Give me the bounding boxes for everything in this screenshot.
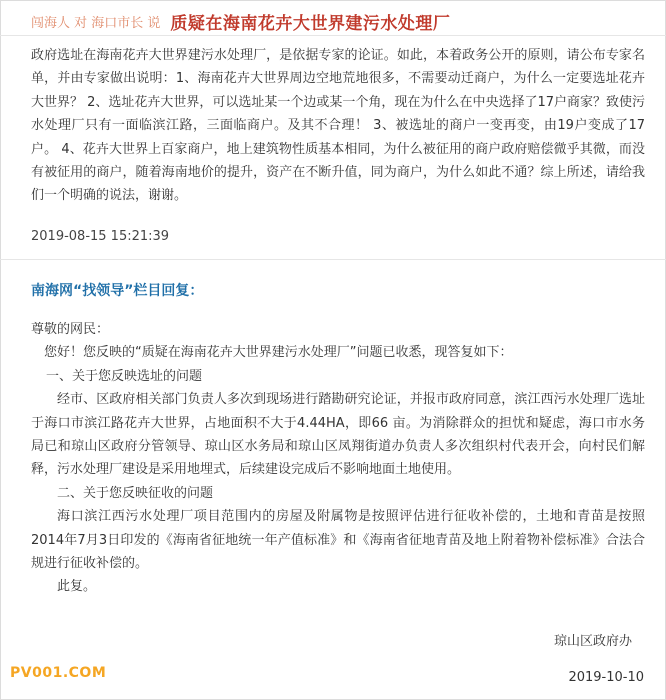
header-divider [0, 35, 666, 36]
message-body: 政府选址在海南花卉大世界建污水处理厂，是依据专家的论证。如此，本着政务公开的原则，请公布专家名单，并由专家做出说明：1、海南花卉大世界周边空地荒地很多，不需要动迁商户，为什么一定要选址花卉大世界？ 2、选址花卉大世界，可以选址某一个边或某一个角，现在为什么在中央选择了17户商家？致使污水处理厂只有一面临滨江路，三面临商户。及其不合理！ 3、被选址的商户一变再变，由19户变成了17户。 4、花卉大世界上百家商户，地上建筑物性质基本相同，为什么被征用的商户政府赔偿微乎其微，而没有被征用的商户，随着海南地价的提升，资产在不断升值，同为商户，为什么如此不通？综上所述，请给我们一个明确的说法，谢谢。 [31, 48, 645, 204]
reply-section2-text: 海口滨江西污水处理厂项目范围内的房屋及附属物是按照评估进行征收补偿的，土地和青苗是按照2014年7月3日印发的《海南省征地统一年产值标准》和《海南省征地青苗及地上附着物补偿标准》合法合规进行征收补偿的。 [31, 509, 645, 572]
message-header [31, 7, 450, 35]
site-watermark: PV001.COM [10, 665, 107, 681]
reply-intro: 您好！您反映的“质疑在海南花卉大世界建污水处理厂”问题已收悉，现答复如下： [44, 345, 513, 361]
message-timestamp: 2019-08-15 15:21:39 [31, 229, 170, 244]
reply-section2-title: 二、关于您反映征收的问题 [57, 485, 214, 501]
reply-section1-text: 经市、区政府相关部门负责人多次到现场进行踏勘研究论证，并报市政府同意，滨江西污水处理厂选址于海口市滨江路花卉大世界，占地面积不大于4.44HA，即66 亩。为消除群众的担忧和疑虑，海口市水务局已和琼山区政府分管领导、琼山区水务局和琼山区凤翔街道办负责人多次组织村代表开会，向村民们解释，污水处理厂建设是采用地埋式，后续建设完成后不影响地面土地使用。 [31, 392, 645, 478]
reply-timestamp: 2019-10-10 [568, 670, 644, 685]
message-author[interactable]: 闯海人 对 海口市长 说 [31, 15, 161, 31]
reply-divider [0, 259, 666, 260]
reply-closing: 此复。 [57, 579, 97, 595]
reply-greeting: 尊敬的网民： [31, 322, 110, 337]
reply-body [31, 318, 645, 599]
reply-title: 南海网“找领导”栏目回复： [31, 283, 204, 299]
reply-section1-title: 一、关于您反映选址的问题 [46, 368, 203, 384]
reply-signature: 琼山区政府办 [553, 634, 632, 649]
message-subject: 质疑在海南花卉大世界建污水处理厂 [170, 13, 451, 34]
